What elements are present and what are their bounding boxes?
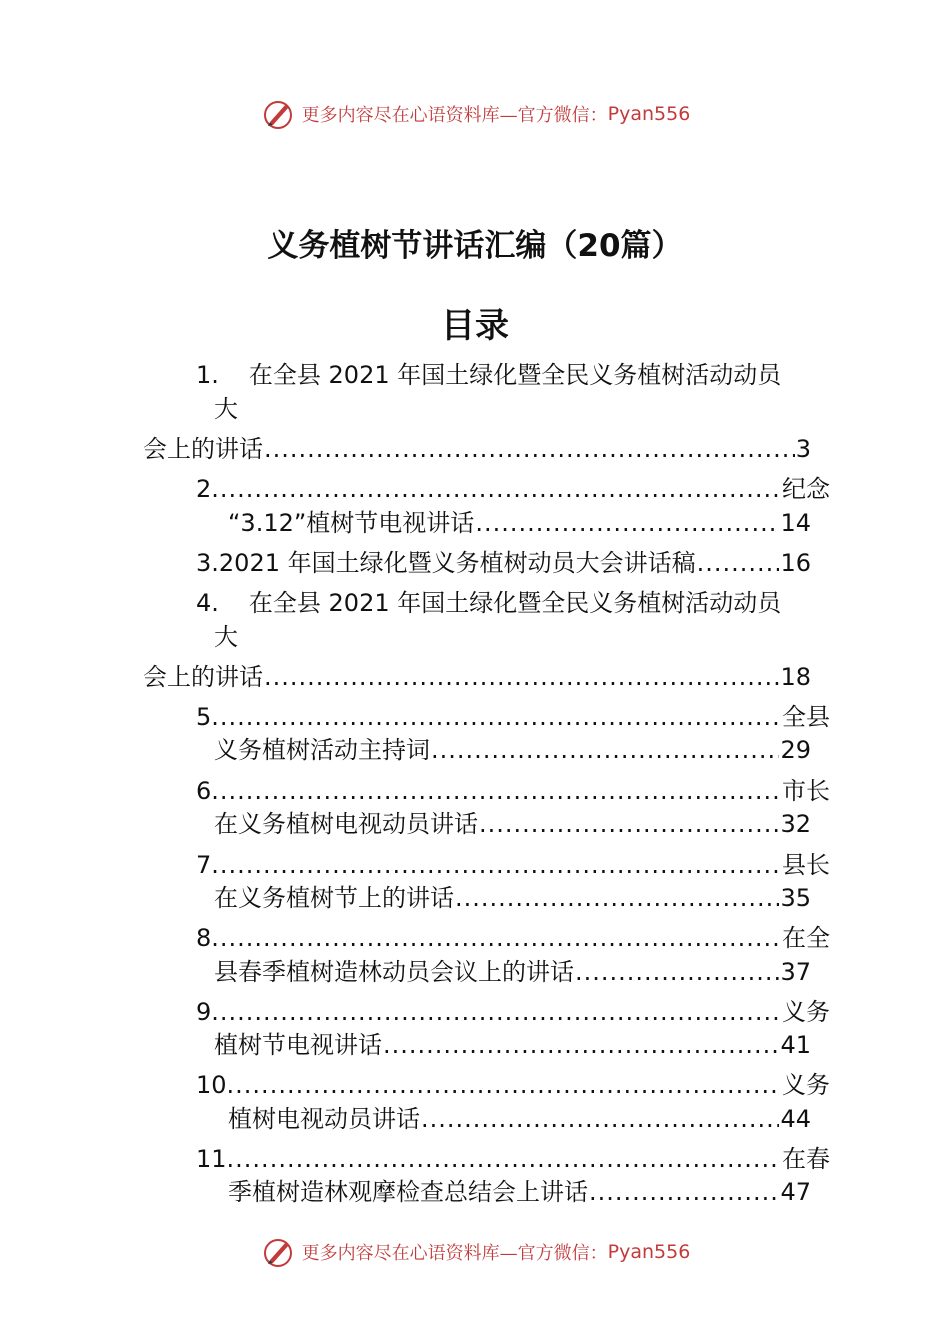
toc-entry-text: 市长 xyxy=(782,777,830,805)
toc-entry-text: 季植树造林观摩检查总结会上讲话 xyxy=(228,1178,588,1206)
toc-leader-dots xyxy=(431,733,779,767)
toc-entry-text: 植树节电视讲话 xyxy=(214,1031,382,1059)
toc-entry-8-line-b[interactable] xyxy=(214,955,811,989)
toc-entry-number: 3. xyxy=(196,549,219,577)
toc-leader-dots xyxy=(697,546,780,580)
toc-entry-page: 35 xyxy=(780,884,811,912)
toc-entry-text: 全县 xyxy=(782,703,830,731)
toc-entry-1-line-b xyxy=(214,392,238,426)
toc-entry-text: 在全 xyxy=(782,924,830,952)
toc-entry-2-line-b[interactable] xyxy=(228,506,811,540)
toc-entry-1-line-a[interactable] xyxy=(196,358,781,392)
toc-entry-3-line-a[interactable] xyxy=(196,546,811,580)
toc-entry-text: 大 xyxy=(214,623,238,651)
toc-leader-dots xyxy=(455,881,779,915)
pen-logo-icon xyxy=(260,1234,296,1270)
toc-entry-page: 44 xyxy=(780,1105,811,1133)
toc-entry-6-line-a[interactable] xyxy=(196,774,830,808)
toc-entry-2-line-a[interactable] xyxy=(196,472,830,506)
toc-entry-page: 3 xyxy=(795,435,811,463)
toc-entry-1-line-c[interactable] xyxy=(143,432,811,466)
toc-entry-number: 10. xyxy=(196,1071,235,1099)
banner-text: 更多内容尽在心语资料库—官方微信： xyxy=(301,1243,608,1264)
toc-entry-page: 16 xyxy=(780,549,811,577)
toc-leader-dots xyxy=(220,848,781,882)
toc-entry-page: 32 xyxy=(780,810,811,838)
toc-entry-number: 2. xyxy=(196,475,219,503)
toc-entry-text: 在义务植树电视动员讲话 xyxy=(214,810,478,838)
toc-heading: 目录 xyxy=(441,306,509,346)
toc-entry-text: 在全县 2021 年国土绿化暨全民义务植树活动动员 xyxy=(248,589,782,617)
toc-entry-text: 在春 xyxy=(782,1145,830,1173)
banner-text: 更多内容尽在心语资料库—官方微信： xyxy=(301,105,608,126)
toc-entry-text: 义务植树活动主持词 xyxy=(214,736,430,764)
banner-wechat-id: Pyan556 xyxy=(607,1241,691,1263)
toc-leader-dots xyxy=(220,472,781,506)
toc-entry-text: 大 xyxy=(214,395,238,423)
toc-entry-text: 会上的讲话 xyxy=(143,663,263,691)
pen-logo-icon xyxy=(260,96,296,132)
header-banner xyxy=(0,94,950,134)
toc-leader-dots xyxy=(475,506,779,540)
toc-entry-page: 47 xyxy=(780,1178,811,1206)
toc-entry-number: 5. xyxy=(196,703,219,731)
toc-entry-number: 8. xyxy=(196,924,219,952)
toc-entry-text: 2021 年国土绿化暨义务植树动员大会讲话稿 xyxy=(218,549,696,577)
toc-entry-text: 县春季植树造林动员会议上的讲话 xyxy=(214,958,574,986)
toc-entry-number: 4. xyxy=(196,589,219,617)
toc-entry-9-line-b[interactable] xyxy=(214,1028,811,1062)
toc-entry-text: 在全县 2021 年国土绿化暨全民义务植树活动动员 xyxy=(248,361,782,389)
toc-entry-text: 植树电视动员讲话 xyxy=(228,1105,420,1133)
toc-leader-dots xyxy=(220,995,781,1029)
toc-entry-text: 义务 xyxy=(782,1071,830,1099)
toc-entry-4-line-a[interactable] xyxy=(196,586,781,620)
toc-entry-text: 县长 xyxy=(782,851,830,879)
document-title: 义务植树节讲话汇编（20篇） xyxy=(267,228,683,264)
toc-entry-7-line-a[interactable] xyxy=(196,848,830,882)
toc-entry-11-line-a[interactable] xyxy=(196,1142,830,1176)
toc-entry-9-line-a[interactable] xyxy=(196,995,830,1029)
toc-entry-text: 纪念 xyxy=(782,475,830,503)
toc-leader-dots xyxy=(575,955,779,989)
toc-leader-dots xyxy=(220,700,781,734)
toc-entry-page: 41 xyxy=(780,1031,811,1059)
toc-entry-number: 11. xyxy=(196,1145,235,1173)
toc-entry-10-line-b[interactable] xyxy=(228,1102,811,1136)
toc-entry-4-line-b xyxy=(214,620,238,654)
toc-entry-4-line-c[interactable] xyxy=(143,660,811,694)
banner-wechat-id: Pyan556 xyxy=(607,103,691,125)
toc-entry-page: 14 xyxy=(780,509,811,537)
toc-entry-6-line-b[interactable] xyxy=(214,807,811,841)
toc-leader-dots xyxy=(235,1068,781,1102)
toc-entry-number: 1. xyxy=(196,361,219,389)
toc-entry-8-line-a[interactable] xyxy=(196,921,830,955)
toc-entry-5-line-b[interactable] xyxy=(214,733,811,767)
toc-entry-number: 7. xyxy=(196,851,219,879)
toc-entry-text: 义务 xyxy=(782,998,830,1026)
toc-leader-dots xyxy=(235,1142,781,1176)
toc-entry-7-line-b[interactable] xyxy=(214,881,811,915)
toc-leader-dots xyxy=(421,1102,779,1136)
toc-leader-dots xyxy=(220,921,781,955)
toc-leader-dots xyxy=(264,660,779,694)
toc-entry-text: 会上的讲话 xyxy=(143,435,263,463)
toc-entry-page: 18 xyxy=(780,663,811,691)
toc-entry-10-line-a[interactable] xyxy=(196,1068,830,1102)
footer-banner xyxy=(0,1232,950,1272)
toc-entry-text: 在义务植树节上的讲话 xyxy=(214,884,454,912)
toc-entry-number: 6. xyxy=(196,777,219,805)
toc-entry-5-line-a[interactable] xyxy=(196,700,830,734)
toc-leader-dots xyxy=(589,1175,779,1209)
toc-entry-number: 9. xyxy=(196,998,219,1026)
toc-entry-page: 37 xyxy=(780,958,811,986)
toc-entry-11-line-b[interactable] xyxy=(228,1175,811,1209)
toc-entry-text: “3.12”植树节电视讲话 xyxy=(228,509,475,537)
toc-leader-dots xyxy=(264,432,795,466)
toc-entry-page: 29 xyxy=(780,736,811,764)
toc-leader-dots xyxy=(479,807,779,841)
toc-leader-dots xyxy=(383,1028,779,1062)
toc-leader-dots xyxy=(220,774,781,808)
